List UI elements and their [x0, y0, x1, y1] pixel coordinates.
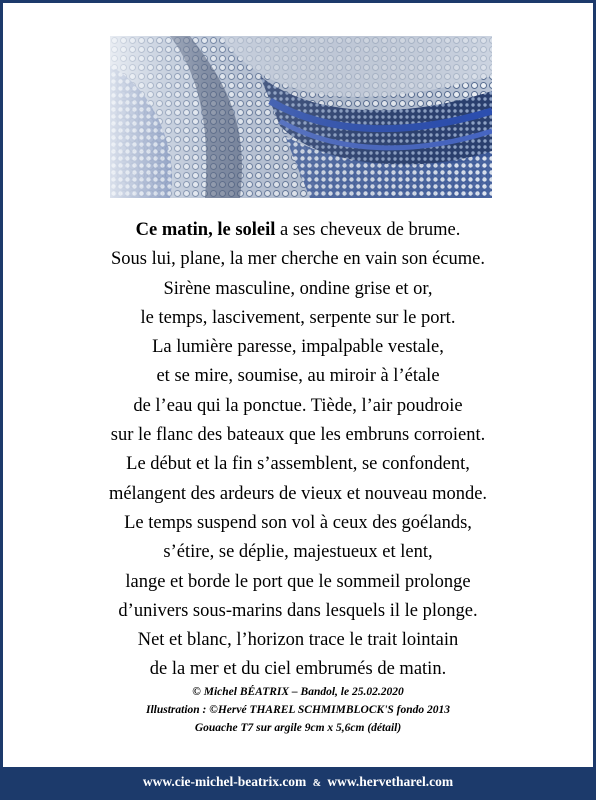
- poem-line: s’étire, se déplie, majestueux et lent,: [163, 542, 433, 563]
- link-separator: &: [312, 778, 322, 789]
- poem-line: lange et borde le port que le sommeil prolonge: [125, 571, 471, 592]
- poem-line: de la mer et du ciel embrumés de matin.: [149, 659, 447, 680]
- poem-line: d’univers sous-marins dans lesquels il le plonge.: [118, 600, 478, 621]
- website-link-michel-beatrix[interactable]: www.cie-michel-beatrix.com: [142, 774, 307, 789]
- poem-line: le temps, lascivement, serpente sur le port.: [140, 307, 456, 328]
- poem-line: sur le flanc des bateaux que les embruns corroient.: [110, 425, 486, 446]
- abstract-artwork-image: [110, 36, 492, 198]
- poem-line: Le temps suspend son vol à ceux des goélands,: [124, 512, 472, 533]
- poem-title-bold: Ce matin, le soleil: [135, 220, 276, 240]
- illustration-gouache: [110, 36, 492, 198]
- credits-block: [3, 683, 593, 737]
- poem-line: et se mire, soumise, au miroir à l’étale: [156, 366, 440, 387]
- poem-text: [3, 216, 593, 685]
- author-copyright: © Michel BÉATRIX – Bandol, le 25.02.2020: [192, 686, 404, 698]
- poem-line: Sirène masculine, ondine grise et or,: [163, 278, 433, 299]
- illustration-credit: Illustration : ©Hervé THAREL SCHMIMBLOCK'S fondo 2013: [145, 704, 451, 716]
- poem-line: Le début et la fin s’assemblent, se confondent,: [126, 454, 470, 475]
- poem-line: de l’eau qui la ponctue. Tiède, l’air poudroie: [133, 395, 463, 416]
- website-link-herve-tharel[interactable]: www.hervetharel.com: [327, 774, 454, 789]
- poem-line: Ce matin, le soleil a ses cheveux de brume.: [135, 220, 461, 240]
- poem-line: La lumière paresse, impalpable vestale,: [152, 337, 444, 358]
- poem-line: Net et blanc, l’horizon trace le trait lointain: [137, 630, 459, 651]
- footer-links: [0, 770, 596, 794]
- artwork-details: Gouache T7 sur argile 9cm x 5,6cm (détail): [194, 722, 402, 734]
- poem-line: Sous lui, plane, la mer cherche en vain son écume.: [111, 249, 485, 270]
- poem-line: mélangent des ardeurs de vieux et nouveau monde.: [108, 483, 488, 504]
- poem-card: [3, 3, 593, 767]
